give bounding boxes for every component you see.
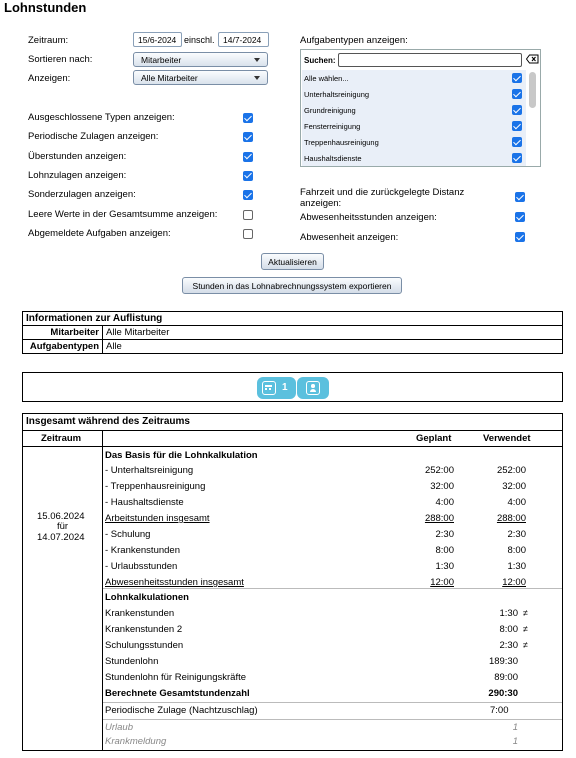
- task-types-title: Aufgabentypen anzeigen:: [300, 35, 408, 46]
- basis-row-used: 288:00: [496, 513, 526, 524]
- option-label: Leere Werte in der Gesamtsumme anzeigen:: [28, 208, 218, 220]
- basis-row-label: - Schulung: [105, 529, 151, 540]
- show-select[interactable]: [133, 70, 268, 85]
- basis-row-label: Abwesenheitsstunden insgesamt: [105, 577, 244, 588]
- basis-row-label: - Unterhaltsreinigung: [105, 465, 194, 476]
- travel-checkbox[interactable]: [515, 192, 525, 202]
- basis-row-used: 12:00: [502, 577, 526, 588]
- show-select-value: Alle Mitarbeiter: [141, 73, 198, 83]
- option-checkbox[interactable]: [243, 229, 253, 239]
- chevron-down-icon: [254, 58, 260, 62]
- allowance-value: 7:00: [490, 705, 509, 716]
- task-type-item[interactable]: Grundreinigung: [304, 106, 356, 115]
- option-label: Periodische Zulagen anzeigen:: [28, 131, 159, 143]
- task-type-item[interactable]: Alle wählen...: [304, 74, 349, 83]
- sort-label: Sortieren nach:: [28, 54, 93, 65]
- task-type-item[interactable]: Fensterreinigung: [304, 122, 361, 131]
- basis-row-label: - Treppenhausreinigung: [105, 481, 206, 492]
- task-type-checkbox[interactable]: [512, 137, 522, 147]
- not-equal-icon: ≠: [523, 640, 528, 650]
- date-from-input[interactable]: 15/6-2024: [133, 32, 182, 47]
- option-checkbox[interactable]: [243, 152, 253, 162]
- not-equal-icon: ≠: [523, 624, 528, 634]
- chevron-down-icon: [254, 76, 260, 80]
- basis-row-planned: 252:00: [424, 465, 454, 476]
- task-type-checkbox[interactable]: [512, 105, 522, 115]
- col-planned-header: Geplant: [416, 433, 452, 444]
- basis-row-planned: 1:30: [435, 561, 454, 572]
- search-label: Suchen:: [304, 56, 336, 65]
- travel-option-label-line1: Fahrzeit und die zurückgelegte Distanz: [300, 187, 465, 198]
- basis-row-label: - Krankenstunden: [105, 545, 180, 556]
- period-for: für: [57, 521, 69, 532]
- calendar-view-button[interactable]: [257, 377, 296, 399]
- listing-info-header: Informationen zur Auflistung: [23, 312, 563, 326]
- view-toolbar: [22, 372, 563, 402]
- task-type-checkbox[interactable]: [512, 153, 522, 163]
- info-value: Alle Mitarbeiter: [103, 326, 563, 340]
- absence-row-value: 1: [512, 736, 518, 747]
- not-equal-icon: ≠: [523, 608, 528, 618]
- allowance-label: Periodische Zulage (Nachtzuschlag): [105, 705, 258, 716]
- basis-row-used: 4:00: [507, 497, 526, 508]
- task-type-checkbox[interactable]: [512, 73, 522, 83]
- absence-hours-option-label: Abwesenheitsstunden anzeigen:: [300, 212, 437, 223]
- basis-row-used: 8:00: [507, 545, 526, 556]
- option-checkbox[interactable]: [243, 190, 253, 200]
- absence-hours-checkbox[interactable]: [515, 212, 525, 222]
- travel-option-label-line2: anzeigen:: [300, 198, 342, 209]
- calc-row-label: Krankenstunden 2: [105, 624, 183, 635]
- info-key: Aufgabentypen: [23, 340, 103, 354]
- basis-row-label: Arbeitstunden insgesamt: [105, 513, 210, 524]
- task-types-listbox: [300, 49, 541, 167]
- basis-row-used: 32:00: [502, 481, 526, 492]
- info-value: Alle: [103, 340, 563, 354]
- calc-row-value: 290:30: [488, 688, 518, 699]
- option-label: Sonderzulagen anzeigen:: [28, 189, 136, 201]
- calc-row-label: Schulungsstunden: [105, 640, 184, 651]
- totals-table: [22, 413, 563, 751]
- task-type-checkbox[interactable]: [512, 89, 522, 99]
- task-type-item[interactable]: Haushaltsdienste: [304, 154, 362, 163]
- calc-row-value: 1:30: [499, 608, 518, 619]
- period-label: Zeitraum:: [28, 35, 69, 46]
- totals-header: Insgesamt während des Zeitraums: [26, 416, 190, 427]
- calc-row-label: Stundenlohn für Reinigungskräfte: [105, 672, 247, 683]
- calc-row-value: 8:00: [499, 624, 518, 635]
- basis-row-planned: 2:30: [435, 529, 454, 540]
- period-to: 14.07.2024: [37, 532, 85, 543]
- absence-row-label: Krankmeldung: [105, 736, 167, 747]
- date-to-input[interactable]: 14/7-2024: [218, 32, 269, 47]
- calc-row-label: Berechnete Gesamtstundenzahl: [105, 688, 250, 699]
- absence-row-value: 1: [512, 722, 518, 733]
- sort-select[interactable]: [133, 52, 268, 67]
- option-checkbox[interactable]: [243, 132, 253, 142]
- user-icon: [306, 381, 320, 395]
- task-type-item[interactable]: Unterhaltsreinigung: [304, 90, 370, 99]
- absence-option-label: Abwesenheit anzeigen:: [300, 232, 399, 243]
- export-button[interactable]: Stunden in das Lohnabrechnungssystem exportieren: [182, 277, 402, 294]
- basis-row-used: 252:00: [496, 465, 526, 476]
- calc-row-value: 189:30: [488, 656, 518, 667]
- basis-row-planned: 288:00: [424, 513, 454, 524]
- scrollbar[interactable]: [529, 72, 536, 108]
- calendar-icon: [262, 381, 276, 395]
- basis-row-planned: 4:00: [435, 497, 454, 508]
- task-type-checkbox[interactable]: [512, 121, 522, 131]
- basis-row-planned: 12:00: [430, 577, 454, 588]
- employee-view-button[interactable]: [297, 377, 329, 399]
- refresh-button[interactable]: Aktualisieren: [261, 253, 324, 270]
- calc-row-value: 2:30: [499, 640, 518, 651]
- basis-row-used: 1:30: [507, 561, 526, 572]
- sort-select-value: Mitarbeiter: [141, 55, 182, 65]
- col-used-header: Verwendet: [483, 433, 531, 444]
- clear-icon[interactable]: [526, 54, 539, 65]
- absence-row-label: Urlaub: [105, 722, 133, 733]
- calc-row-value: 89:00: [494, 672, 518, 683]
- inclusive-label: einschl.: [184, 35, 215, 45]
- basis-row-used: 2:30: [507, 529, 526, 540]
- basis-row-label: - Haushaltsdienste: [105, 497, 184, 508]
- calc-title: Lohnkalkulationen: [105, 592, 189, 603]
- task-types-list: [302, 70, 526, 166]
- listing-info-table: [22, 311, 563, 354]
- basis-row-planned: 32:00: [430, 481, 454, 492]
- period-from: 15.06.2024: [37, 511, 85, 522]
- task-type-item[interactable]: Treppenhausreinigung: [304, 138, 379, 147]
- option-label: Abgemeldete Aufgaben anzeigen:: [28, 227, 171, 239]
- option-checkbox[interactable]: [243, 113, 253, 123]
- search-input[interactable]: [338, 53, 522, 67]
- calc-row-label: Stundenlohn: [105, 656, 159, 667]
- show-label: Anzeigen:: [28, 73, 71, 84]
- info-key: Mitarbeiter: [23, 326, 103, 340]
- option-checkbox[interactable]: [243, 171, 253, 181]
- calc-row-label: Krankenstunden: [105, 608, 175, 619]
- option-label: Überstunden anzeigen:: [28, 150, 127, 162]
- absence-checkbox[interactable]: [515, 232, 525, 242]
- option-checkbox[interactable]: [243, 210, 253, 220]
- basis-row-label: - Urlaubsstunden: [105, 561, 178, 572]
- page-title: Lohnstunden: [4, 0, 87, 15]
- option-label: Ausgeschlossene Typen anzeigen:: [28, 112, 175, 123]
- calendar-count: 1: [282, 382, 288, 393]
- col-period-header: Zeitraum: [41, 433, 82, 444]
- basis-title: Das Basis für die Lohnkalkulation: [105, 450, 258, 461]
- option-label: Lohnzulagen anzeigen:: [28, 169, 127, 181]
- basis-row-planned: 8:00: [435, 545, 454, 556]
